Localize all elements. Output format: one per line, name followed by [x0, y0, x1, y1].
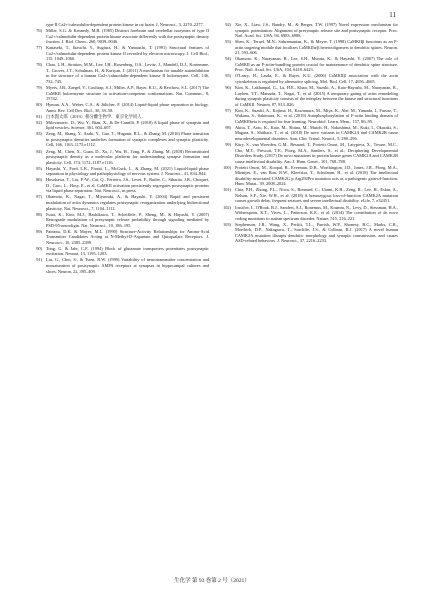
reference-number: 80): [36, 102, 42, 108]
reference-item: [30, 102, 209, 113]
reference-text: Akita, T., Aoto, K., Kato, M., Shiina, M., Mutoh, H., Nakashima, M., Kuki, I., Okazaki, S., Magara, S., Shiihara, T., et al. (2018) De novo variants in CAMK2A and CAMK2B cause neurodevelopmental disorders. Ann. Clin. Transl. Neurol., 5, 280–296.: [235, 124, 398, 141]
reference-text: Liu, G., Choi, S., & Tsien, R.W. (1999) Variability of neurotransmitter concentration and nonsaturation of postsynaptic AMPA receptors at synapses in hippocampal cultures and slices. Neuron, 22, 395–409.: [46, 257, 209, 274]
reference-item: [219, 125, 398, 142]
reference-number: 84): [36, 148, 42, 154]
reference-item: [219, 205, 398, 222]
reference-number: 90): [36, 245, 42, 251]
reference-number: 76): [36, 28, 42, 34]
reference-text: 白木賢太郎（2019）相分離生物学．東京化学同人．: [46, 113, 146, 119]
right-column: [219, 22, 398, 560]
reference-number: 88): [36, 211, 42, 217]
reference-item: [30, 257, 209, 274]
reference-item: [30, 120, 209, 131]
reference-text: Kim, K., Suzuki, A., Kojima, H., Kawamura, M., Miya, K., Abe, M., Yamada, I., Furuse, T., Wakana, S., Sakimura, K., et al. (2019) Autophosphorylation of F-actin binding domain of CaMKIIbeta is required for fear learning. Neurobiol. Learn. Mem., 157, 86–95.: [235, 107, 398, 124]
reference-item: [30, 45, 209, 62]
reference-item: [219, 222, 398, 244]
reference-item: [219, 187, 398, 204]
reference-number: 98): [225, 124, 231, 130]
reference-number: 100): [223, 164, 231, 170]
reference-text: Stephenson, J.R., Wang, X., Perfitt, T.L., Parrish, W.P., Shonesy, B.C., Marks, C.R., Mortlock, D.P., Nakagawa, T., Sutcliffe, J.S., & Colbran, R.J. (2017) A novel human CAMK2A mutation disrupts dendritic morphology and synaptic transmission, and causes ASD-related behaviors. J. Neurosci., 37, 2216–2233.: [235, 221, 398, 244]
reference-item: [30, 166, 209, 177]
reference-number: 83): [36, 131, 42, 137]
reference-text: Chao, L.H., Stratton, M.M., Lee, I.H., Rosenberg, O.S., Levitz, J., Mandell, D.J., Kortemme, T., Groves, J.T., Schulman, H., & Kuriyan, J. (2011) A mechanism for tunable autoinhibition in the structure of a human Ca2+/calmodulin-dependent kinase II holoenzyme. Cell, 146, 732–745.: [46, 62, 209, 84]
reference-item: [219, 73, 398, 84]
reference-number: 103): [223, 221, 231, 227]
reference-item: [219, 142, 398, 164]
reference-number: 92): [225, 22, 231, 27]
reference-number: 89): [36, 228, 42, 234]
reference-text: O'Leary, H., Lasda, E., & Bayer, K.U. (2006) CaMKIIβ association with the actin cytoskeleton is regulated by alternative splicing. Mol. Biol. Cell, 17, 4656–4665.: [235, 73, 398, 84]
reference-item: [219, 85, 398, 107]
reference-item: [219, 108, 398, 125]
page-footer: 生化学 第 93 巻第 2 号（2021）: [174, 578, 250, 584]
reference-number: 95): [225, 73, 231, 79]
reference-item: [30, 131, 209, 148]
reference-text: Iossifov, I., O'Roak, B.J., Sanders, S.J., Ronemus, M., Krumm, N., Levy, D., Stessman, H.A., Witherspoon, K.T., Vives, L., Patterson, K.E., et al. (2014) The contribution of de novo coding mutations to autism spectrum disorder. Nature, 515, 216–221.: [235, 204, 398, 221]
reference-item: [30, 28, 209, 45]
reference-text: Okamoto, K., Narayanan, R., Lee, S.H., Murata, K., & Hayashi, Y. (2007) The role of CaMKII as an F-actin-bundling protein crucial for maintenance of dendritic spine structure. Proc. Natl. Acad. Sci. USA, 104, 6418–6423.: [235, 56, 398, 73]
reference-number: 87): [36, 194, 42, 200]
reference-text: Hosokawa, T., Liu, P.-W., Cai, Q., Ferreira, J.S., Levet, F., Butler, C., Sibarita, J.B., Choquet, D., Groc, L., Hosy, E., et al. CaMKII activation persistently segregates postsynaptic proteins via liquid phase separation. Nat. Neurosci., in press.: [46, 177, 209, 194]
reference-number: 77): [36, 45, 42, 51]
reference-number: 91): [36, 257, 42, 263]
reference-text: Küry, S., van Woerden, G.M., Besnard, T., Proietti Onori, M., Latypova, X., Towne, M.C., Cho, M.T., Prescott, T.E., Ploeg, M.A., Sanders, S., et al.; Deciphering Developmental Disorders Study. (2017) De novo mutations in protein kinase genes CAMK2A and CAMK2B cause intellectual disability. Am. J. Hum. Genet., 101, 768–788.: [235, 141, 398, 164]
reference-text: Zeng, M., Chen, X., Guan, D., Xu, J., Wu, H., Tong, P., & Zhang, M. (2018) Reconstituted postsynaptic density as a molecular platform for understanding synapse formation and plasticity. Cell, 174, 1172–1187.e1116.: [46, 148, 209, 165]
reference-number: 94): [225, 56, 231, 62]
reference-text: Tong, G. & Jahr, C.E. (1994) Block of glutamate transporters potentiates postsynaptic excitation. Neuron, 13, 1195–1203.: [46, 245, 209, 257]
reference-item: [219, 22, 398, 39]
reference-text: type II Ca2+/calmodulin-dependent protein kinase in rat brain. J. Neurosci., 3, 2270–2277.: [46, 22, 204, 27]
reference-number: 101): [223, 187, 231, 193]
reference-text: Futai, K., Kim, M.J., Hashikawa, T., Scheiffele, P., Sheng, M., & Hayashi, Y. (2007) Retrograde modulation of presynaptic release probability through signaling mediated by PSD-95-neuroligin. Nat. Neurosci., 10, 186–195.: [46, 211, 209, 228]
reference-text: Proietti Onori, M., Koopal, B., Everman, D.B., Worthington, J.D., Jones, J.R., Ploeg, M.A., Mientjes, E., van Bon, B.W., Kleefstra, T., Schulman, H., et al. (2018) The intellectual disability-associated CAMK2G p.Arg292Pro mutation acts as a pathogenic gain-of-function. Hum. Mutat., 39, 2008–2024.: [235, 164, 398, 187]
reference-number: 102): [223, 204, 231, 210]
reference-number: 82): [36, 119, 42, 125]
reference-number: 93): [225, 39, 231, 45]
reference-number: 85): [36, 165, 42, 171]
reference-text: Zeng, M., Shang, Y., Araki, Y., Guo, T., Huganir, R.L., & Zhang, M. (2016) Phase transition in postsynaptic densities underlies formation of synaptic complexes and synaptic plasticity. Cell, 166, 1163–1175.e1112.: [46, 131, 209, 148]
page-number: 11: [389, 11, 396, 19]
reference-item: [30, 246, 209, 257]
reference-number: 79): [36, 85, 42, 91]
reference-number: 96): [225, 85, 231, 91]
reference-text: Shen, K., Teruel, M.N., Subramanian, K., & Meyer, T. (1998) CaMKIIβ functions as an F-actin targeting module that localizes CaMKIIα/β heterooligomers to dendritic spines. Neuron, 21, 593–606.: [235, 39, 398, 56]
reference-text: Kanaseki, T., Ikeuchi, Y., Sugiura, H., & Yamauchi, T. (1991) Structural features of Ca2+/calmodulin-dependent protein kinase II revealed by electron microscopy. J. Cell Biol., 115, 1049–1060.: [46, 45, 209, 62]
reference-number: 97): [225, 107, 231, 113]
reference-text: Xie, X., Liaw, J.S., Baudry, M., & Berger, T.W. (1997) Novel expression mechanism for synaptic potentiation: Alignment of presynaptic release site and postsynaptic receptor. Proc. Natl. Acad. Sci. USA, 94, 6983–6988.: [235, 22, 398, 39]
reference-item: [219, 39, 398, 56]
reference-item: [30, 212, 209, 229]
reference-text: Kim, K., Lakhanpal, G., Lu, H.E., Khan, M., Suzuki, A., Kato-Hayashi, M., Narayanan, R., Luyben, T.T., Matsuda, T., Nagai, T., et al. (2015) A temporary gating of actin remodeling during synaptic plasticity consists of the interplay between the kinase and structural functions of CaMKII. Neuron, 87, 813–826.: [235, 85, 398, 107]
reference-text: Hyman, A.A., Weber, C.A., & Jülicher, F. (2014) Liquid-liquid phase separation in biology. Annu. Rev. Cell Dev. Biol., 30, 39–58.: [46, 102, 209, 113]
reference-item: [30, 85, 209, 102]
reference-item: [30, 177, 209, 194]
reference-text: Milovanovic, D., Wu, Y., Bian, X., & De Camilli, P. (2018) A liquid phase of synapsin and lipid vesicles. Science, 361, 604–607.: [46, 119, 209, 131]
reference-item: [30, 194, 209, 211]
reference-item: [30, 22, 209, 28]
reference-text: Miller, S.G. & Kennedy, M.B. (1985) Distinct forebrain and cerebellar isozymes of type II Ca2+/calmodulin-dependent protein kinase associate differently with the postsynaptic density fraction. J. Biol. Chem., 260, 9039–9046.: [46, 28, 209, 45]
reference-item: [30, 229, 209, 246]
reference-text: Chia, P.H., Zhong, F.L., Niwa, S., Bonnard, C., Utami, K.H., Zeng, R., Lee, H., Eskin, A., Nelson, S.F., Xie, W.H., et al. (2018) A homozygous loss-of-function CAMK2A mutation causes growth delay, frequent seizures and severe intellectual disability. eLife, 7, e32451.: [235, 187, 398, 204]
reference-item: [30, 114, 209, 120]
reference-item: [30, 149, 209, 166]
reference-text: Patneau, D.K. & Mayer, M.L. (1990) Structure-Activity Relationships for Amino-Acid Transmitter Candidates Acting at N-Methyl-D-Aspartate and Quisqualate Receptors. J. Neurosci., 10, 2385–2399.: [46, 228, 209, 245]
reference-number: 86): [36, 177, 42, 183]
reference-item: [30, 62, 209, 84]
left-column: [30, 22, 209, 560]
reference-item: [219, 165, 398, 187]
reference-text: Hayashi, Y., Ford, L.K., Fioriti, L., McGurk, L., & Zhang, M. (2021) Liquid-liquid phase separation in physiology and pathophysiology of nervous system. J. Neurosci., 41, 834–844.: [46, 165, 209, 177]
reference-item: [219, 56, 398, 73]
reference-number: 78): [36, 62, 42, 68]
reference-list: [30, 22, 398, 560]
reference-number: 81): [36, 113, 42, 119]
reference-text: Myers, J.B., Zaegel, V., Coultrap, S.J., Miller, A.P., Bayer, K.U., & Reichow, S.L. (2017) The CaMKII holoenzyme structure in activation-competent conformations. Nat. Commun., 8, 15742.: [46, 85, 209, 102]
reference-text: Okamoto, K., Nagai, T., Miyawaki, A., & Hayashi, Y. (2004) Rapid and persistent modulation of actin dynamics regulates postsynaptic reorganization underlying bidirectional plasticity. Nat. Neurosci., 7, 1104–1112.: [46, 194, 209, 211]
reference-number: 99): [225, 141, 231, 147]
